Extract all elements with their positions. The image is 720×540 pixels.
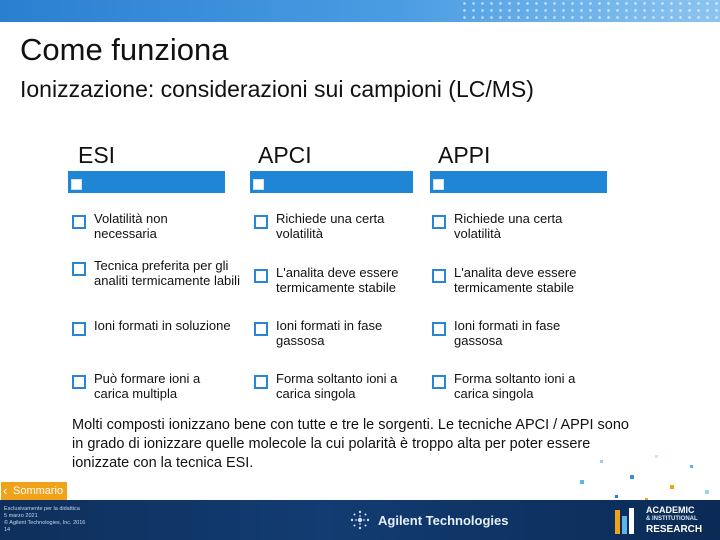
bar-square-icon	[71, 179, 82, 190]
checkbox-bullet-icon	[254, 269, 268, 283]
footer-meta	[4, 506, 85, 534]
academic-research-logo	[614, 504, 718, 538]
column-bar-esi	[68, 171, 225, 193]
column-bar-apci	[250, 171, 413, 193]
academic-line-1: ACADEMIC	[646, 505, 695, 515]
list-item: L'analita deve essere termicamente stabile	[254, 265, 429, 295]
bar-square-icon	[253, 179, 264, 190]
agilent-logo	[348, 508, 509, 532]
checkbox-bullet-icon	[254, 375, 268, 389]
summary-note: Molti composti ionizzano bene con tutte e tre le sorgenti. Le tecniche APCI / APPI sono in grado di ionizzare quelle molecole la cui polarità è troppo alta per poter essere ionizzate con la tecnica ESI.	[72, 417, 629, 471]
list-item: Volatilità non necessaria	[72, 211, 232, 241]
list-item: Ioni formati in soluzione	[72, 318, 232, 336]
agilent-spark-icon	[348, 508, 372, 532]
footer-meta-line: 5 marzo 2021	[4, 513, 38, 519]
footer-bar	[0, 500, 720, 540]
top-banner	[0, 0, 720, 22]
checkbox-bullet-icon	[72, 322, 86, 336]
checkbox-bullet-icon	[432, 269, 446, 283]
banner-dot-pattern	[460, 0, 720, 22]
footer-meta-line: Esclusivamente per la didattica	[4, 506, 80, 512]
checkbox-bullet-icon	[72, 215, 86, 229]
slide-title: Come funziona	[20, 32, 229, 67]
academic-logo-icon	[614, 506, 640, 536]
list-item: L'analita deve essere termicamente stabile	[432, 265, 612, 295]
bar-square-icon	[433, 179, 444, 190]
list-item: Forma soltanto ioni a carica singola	[254, 371, 419, 401]
checkbox-bullet-icon	[254, 215, 268, 229]
column-heading-apci: APCI	[258, 142, 312, 168]
list-item: Ioni formati in fase gassosa	[254, 318, 419, 348]
list-item: Tecnica preferita per gli analiti termicamente labili	[72, 258, 242, 288]
list-item: Può formare ioni a carica multipla	[72, 371, 232, 401]
checkbox-bullet-icon	[432, 375, 446, 389]
column-heading-appi: APPI	[438, 142, 491, 168]
agilent-brand-name: Agilent Technologies	[378, 512, 509, 528]
column-bar-appi	[430, 171, 607, 193]
academic-line-3: RESEARCH	[646, 524, 703, 535]
list-item: Richiede una certa volatilità	[432, 211, 602, 241]
sommario-label: Sommario	[13, 485, 64, 497]
footer-meta-line: © Agilent Technologies, Inc. 2016	[4, 520, 86, 526]
checkbox-bullet-icon	[72, 262, 86, 276]
sommario-button[interactable]	[0, 481, 68, 501]
checkbox-bullet-icon	[432, 322, 446, 336]
column-heading-esi: ESI	[78, 142, 116, 168]
slide-subtitle: Ionizzazione: considerazioni sui campioni (LC/MS)	[20, 76, 534, 102]
checkbox-bullet-icon	[72, 375, 86, 389]
academic-line-2: & INSTITUTIONAL	[646, 516, 698, 522]
list-item: Forma soltanto ioni a carica singola	[432, 371, 602, 401]
checkbox-bullet-icon	[254, 322, 268, 336]
chevron-left-icon: ‹	[3, 483, 8, 498]
list-item: Ioni formati in fase gassosa	[432, 318, 602, 348]
footer-meta-line: 14	[4, 527, 11, 533]
checkbox-bullet-icon	[432, 215, 446, 229]
list-item: Richiede una certa volatilità	[254, 211, 419, 241]
